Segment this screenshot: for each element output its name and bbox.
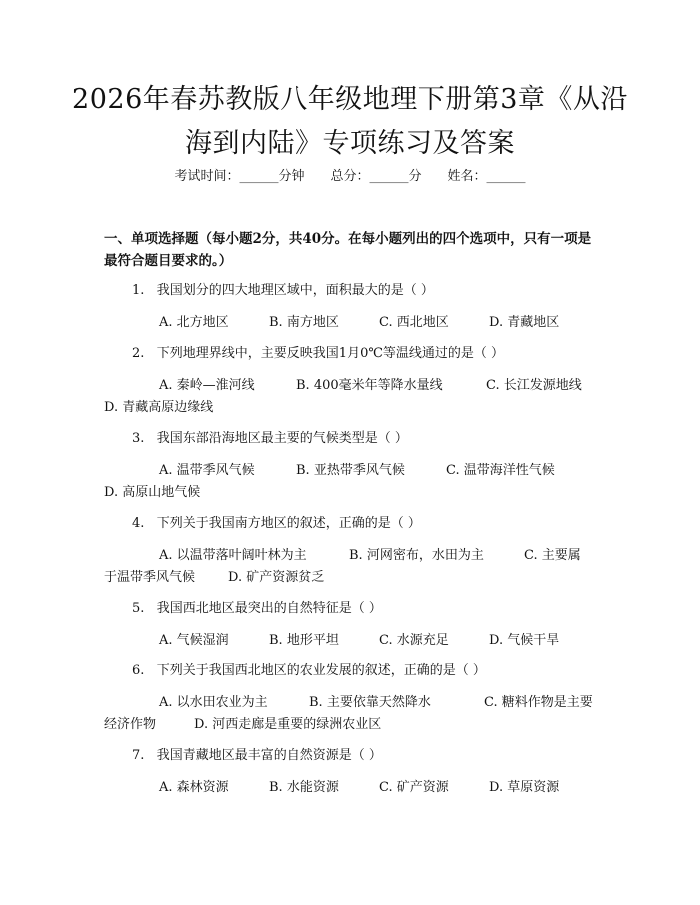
option-c-part1: C. 糖料作物是主要 bbox=[484, 695, 593, 710]
option-b: B. 地形平坦 bbox=[269, 633, 339, 648]
option-a: A. 气候湿润 bbox=[159, 633, 229, 648]
question-stem-text: 7. 我国青藏地区最丰富的自然资源是（ ） bbox=[132, 748, 382, 763]
option-d: D. 河西走廊是重要的绿洲农业区 bbox=[194, 717, 382, 732]
question-1-stem bbox=[104, 280, 600, 302]
question-3-options bbox=[104, 460, 600, 504]
question-5-options bbox=[104, 630, 600, 652]
exam-time-field: 考试时间：______分钟 bbox=[174, 169, 305, 184]
option-a: A. 以温带落叶阔叶林为主 bbox=[159, 548, 307, 563]
option-a: A. 秦岭—淮河线 bbox=[159, 378, 255, 393]
student-name-field: 姓名：______ bbox=[447, 169, 526, 184]
option-d: D. 气候干旱 bbox=[489, 633, 560, 648]
section-heading: 一、单项选择题（每小题2分，共40分。在每小题列出的四个选项中，只有一项是最符合题目要求的。） bbox=[104, 231, 592, 269]
option-c: C. 矿产资源 bbox=[379, 780, 449, 795]
option-d: D. 青藏高原边缘线 bbox=[104, 400, 214, 415]
option-d: D. 矿产资源贫乏 bbox=[228, 570, 325, 585]
option-b: B. 河网密布，水田为主 bbox=[349, 548, 484, 563]
option-a: A. 森林资源 bbox=[159, 780, 229, 795]
option-c: C. 温带海洋性气候 bbox=[446, 463, 555, 478]
question-stem-text: 1. 我国划分的四大地理区域中，面积最大的是（ ） bbox=[132, 283, 434, 298]
question-3-stem bbox=[104, 428, 600, 450]
document-title: 2026年春苏教版八年级地理下册第3章《从沿海到内陆》专项练习及答案 bbox=[72, 84, 628, 159]
question-stem-text: 4. 下列关于我国南方地区的叙述，正确的是（ ） bbox=[132, 516, 421, 531]
option-c: C. 长江发源地线 bbox=[486, 378, 582, 393]
question-stem-text: 5. 我国西北地区最突出的自然特征是（ ） bbox=[132, 601, 382, 616]
option-a: A. 温带季风气候 bbox=[159, 463, 255, 478]
question-6-stem bbox=[104, 660, 600, 682]
option-c: C. 水源充足 bbox=[379, 633, 449, 648]
question-4-options bbox=[104, 545, 600, 589]
option-b: B. 亚热带季风气候 bbox=[296, 463, 405, 478]
total-score-field: 总分：______分 bbox=[330, 169, 422, 184]
exam-info-line bbox=[0, 167, 700, 187]
question-5-stem bbox=[104, 598, 600, 620]
option-d: D. 青藏地区 bbox=[489, 315, 560, 330]
question-7-stem bbox=[104, 745, 600, 767]
option-b: B. 400毫米年等降水量线 bbox=[296, 378, 443, 393]
question-stem-text: 3. 我国东部沿海地区最主要的气候类型是（ ） bbox=[132, 431, 408, 446]
question-1-options bbox=[104, 312, 600, 334]
option-c: C. 西北地区 bbox=[379, 315, 449, 330]
option-c-part1: C. 主要属 bbox=[524, 548, 581, 563]
option-a: A. 北方地区 bbox=[159, 315, 229, 330]
question-6-options bbox=[104, 692, 600, 736]
question-2-options bbox=[104, 375, 600, 419]
question-stem-text: 2. 下列地理界线中，主要反映我国1月0℃等温线通过的是（ ） bbox=[132, 346, 505, 361]
option-b: B. 主要依靠天然降水 bbox=[309, 695, 431, 710]
option-c-part2: 经济作物 bbox=[104, 717, 157, 732]
option-d: D. 草原资源 bbox=[489, 780, 560, 795]
option-b: B. 水能资源 bbox=[269, 780, 339, 795]
option-b: B. 南方地区 bbox=[269, 315, 339, 330]
option-a: A. 以水田农业为主 bbox=[159, 695, 268, 710]
option-d: D. 高原山地气候 bbox=[104, 485, 201, 500]
question-2-stem bbox=[104, 343, 600, 365]
option-c-part2: 于温带季风气候 bbox=[104, 570, 196, 585]
question-stem-text: 6. 下列关于我国西北地区的农业发展的叙述，正确的是（ ） bbox=[132, 663, 486, 678]
question-4-stem bbox=[104, 513, 600, 535]
question-7-options bbox=[104, 777, 600, 799]
